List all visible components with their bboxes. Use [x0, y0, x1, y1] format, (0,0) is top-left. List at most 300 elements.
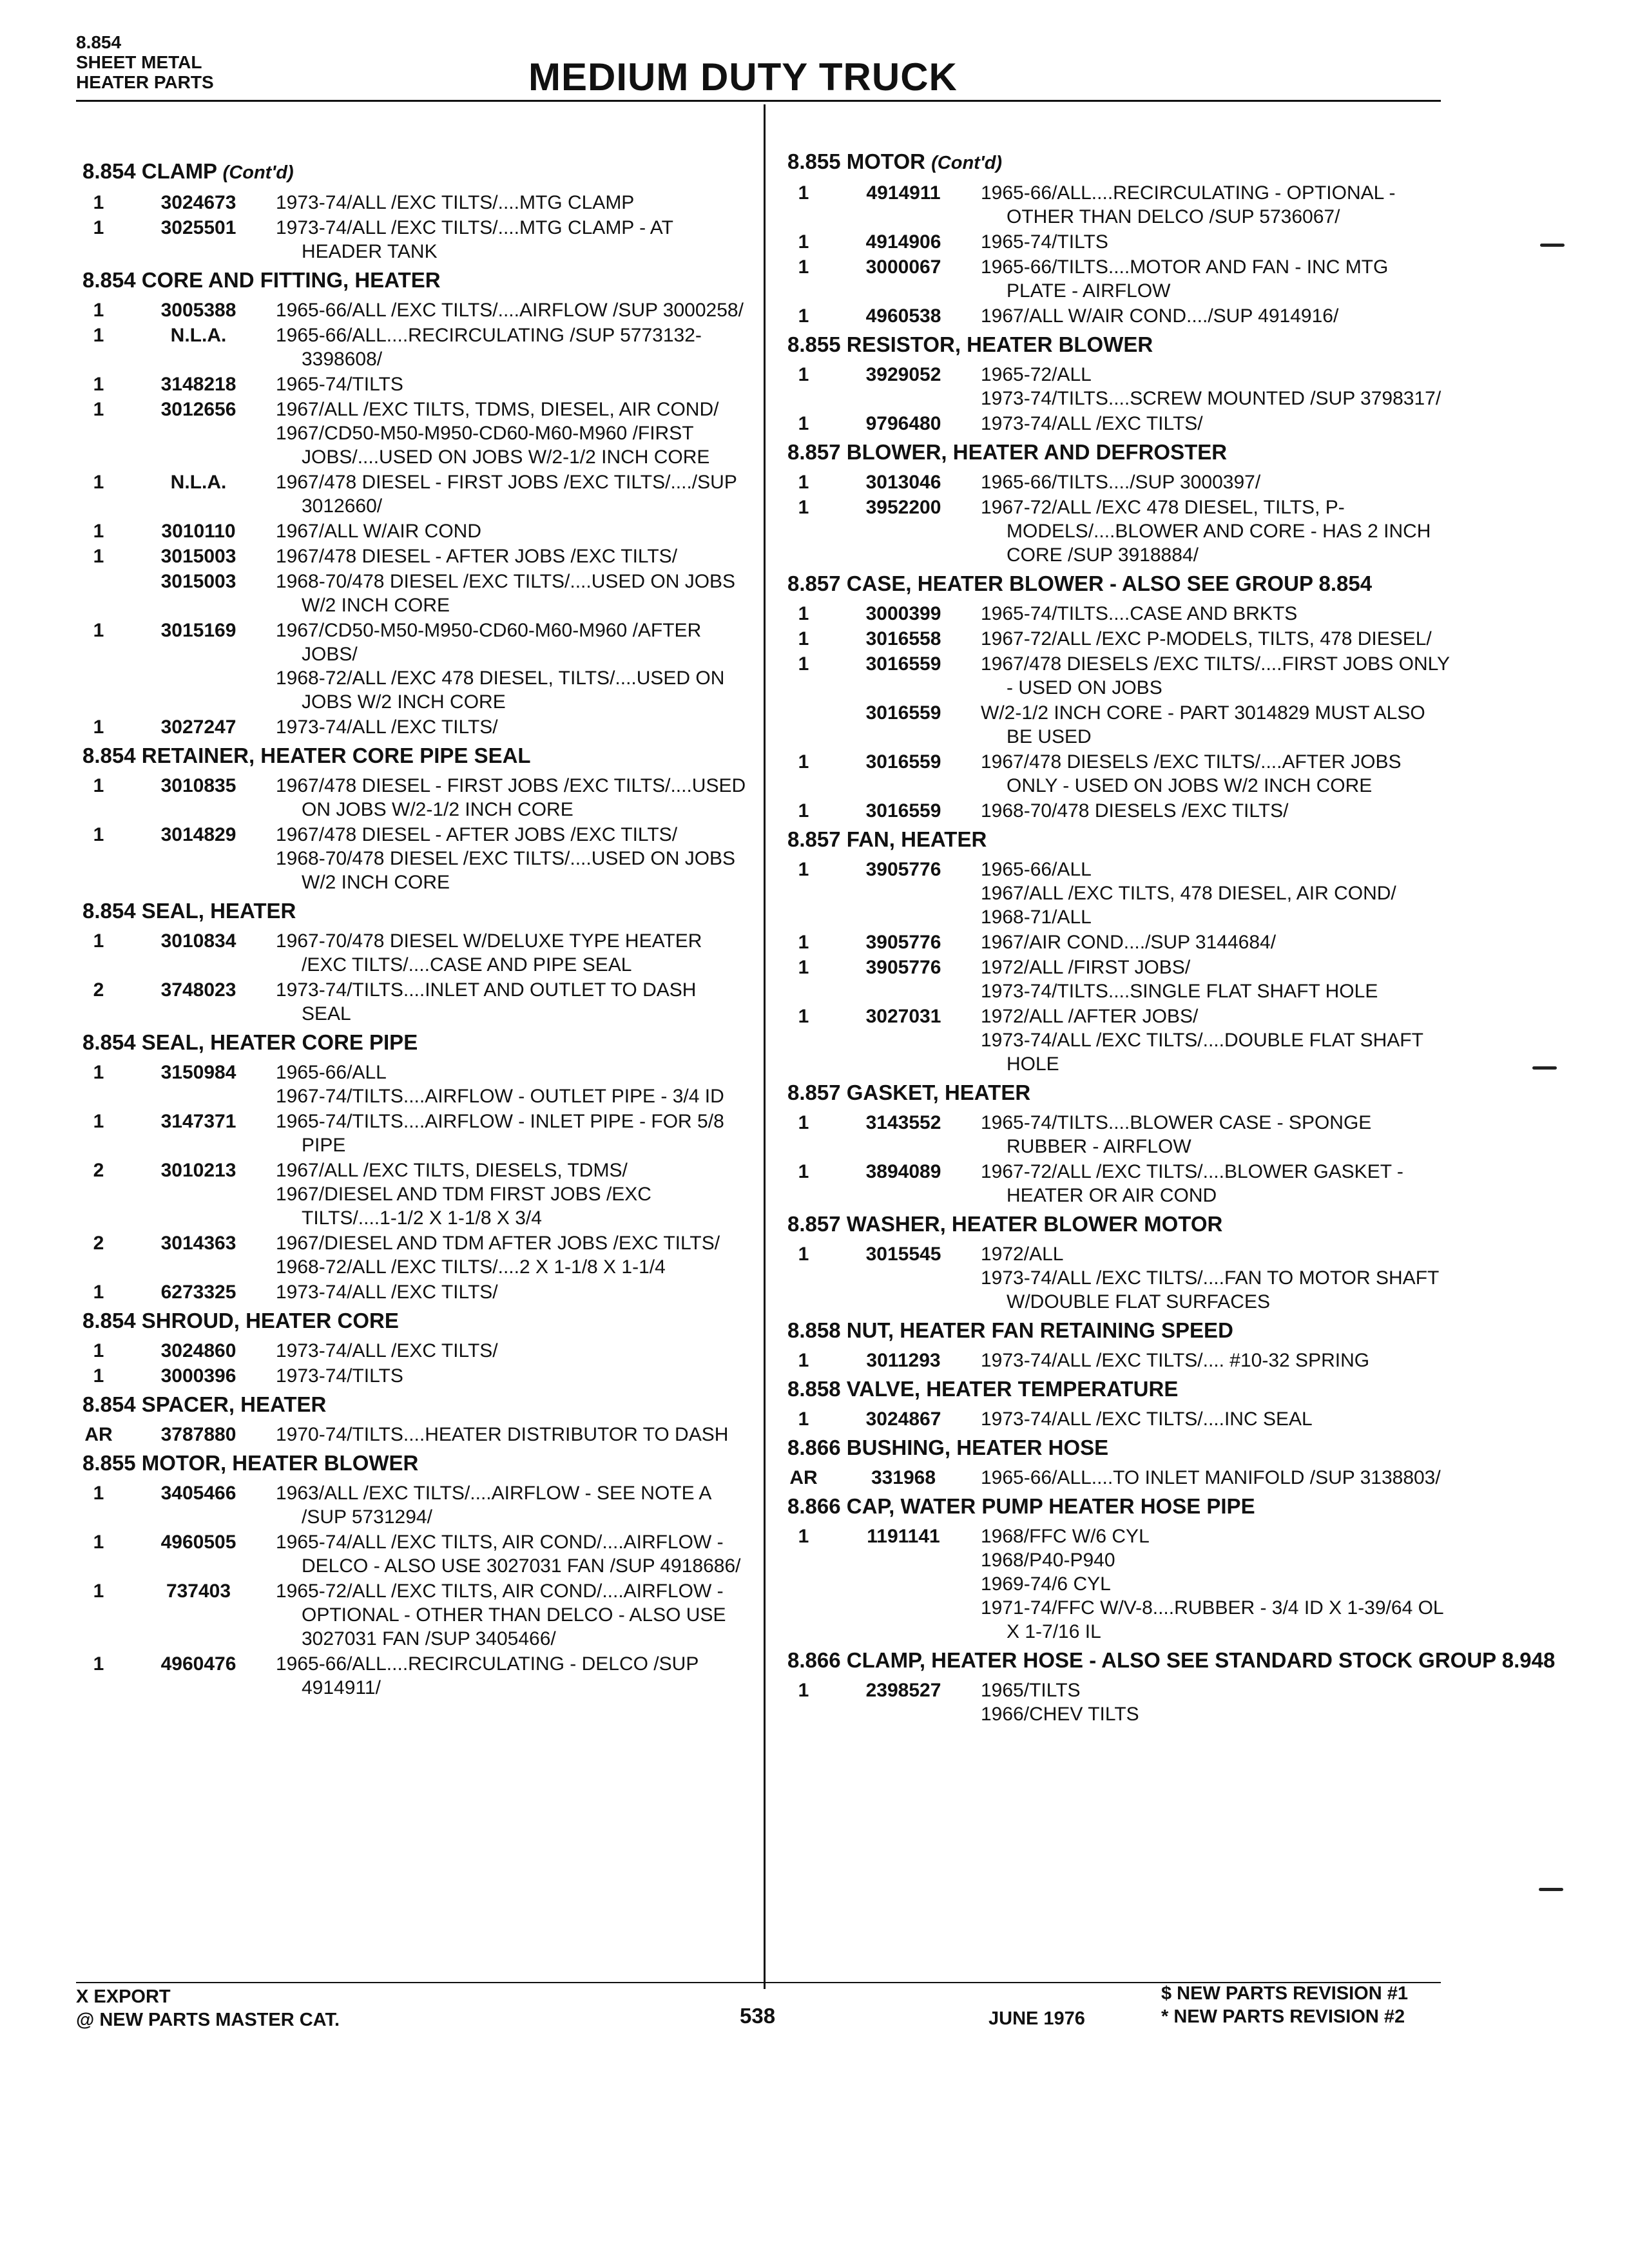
- description-line: 1967-72/ALL /EXC TILTS/....BLOWER GASKET - HEATER OR AIR COND: [981, 1161, 1403, 1206]
- parts-section: [781, 149, 1451, 328]
- description-line: 1973-74/ALL /EXC TILTS/: [276, 716, 498, 738]
- section-title: 8.854 CORE AND FITTING, HEATER: [82, 268, 441, 292]
- parts-section: [781, 1648, 1556, 1726]
- description-line: 1968/FFC W/6 CYL: [981, 1526, 1150, 1547]
- description-line: 1967-74/TILTS....AIRFLOW - OUTLET PIPE - 3/4 ID: [276, 1086, 724, 1107]
- description-line: 1967/DIESEL AND TDM FIRST JOBS /EXC TILTS/....1-1/2 X 1-1/8 X 3/4: [276, 1184, 651, 1229]
- section-title: 8.857 BLOWER, HEATER AND DEFROSTER: [787, 440, 1228, 464]
- part-description: [981, 602, 1451, 626]
- part-number: 737403: [166, 1581, 231, 1602]
- part-number: 3025501: [160, 217, 236, 238]
- section-title: 8.854 CLAMP: [82, 159, 217, 183]
- section-heading: [781, 1435, 1451, 1461]
- part-description: [981, 1111, 1451, 1158]
- part-row: [76, 1652, 746, 1700]
- description-line: 1965/TILTS: [981, 1680, 1081, 1701]
- section-title: 8.866 CAP, WATER PUMP HEATER HOSE PIPE: [787, 1494, 1255, 1518]
- section-continued: (Cont'd): [931, 153, 1003, 173]
- part-qty: 2: [93, 979, 104, 1001]
- part-description: [276, 715, 746, 739]
- part-qty: 1: [93, 217, 104, 238]
- part-description: [276, 1339, 746, 1363]
- description-line: 1969-74/6 CYL: [981, 1573, 1111, 1595]
- part-row: [76, 1110, 746, 1157]
- description-line: 1973-74/TILTS: [276, 1365, 403, 1387]
- part-description: [981, 304, 1451, 328]
- part-description: [981, 470, 1451, 494]
- description-line: 1967/478 DIESEL - AFTER JOBS /EXC TILTS/: [276, 546, 678, 567]
- header-rule: [76, 100, 1441, 102]
- description-line: 1967/478 DIESEL - FIRST JOBS /EXC TILTS/....USED ON JOBS W/2-1/2 INCH CORE: [276, 775, 746, 820]
- part-row: [76, 1158, 746, 1230]
- part-qty: 1: [798, 1408, 809, 1430]
- section-title: 8.854 SEAL, HEATER: [82, 899, 296, 923]
- part-qty: 1: [93, 1111, 104, 1132]
- part-qty: 1: [798, 957, 809, 978]
- description-line: 1967/AIR COND..../SUP 3144684/: [981, 932, 1277, 953]
- part-description: [981, 1349, 1451, 1372]
- part-row: [781, 602, 1451, 626]
- part-qty: 1: [798, 231, 809, 253]
- section-title: 8.855 MOTOR: [787, 149, 925, 173]
- part-row: [781, 255, 1451, 303]
- header-block: [76, 32, 214, 92]
- part-description: [981, 1678, 1451, 1726]
- header-group: SHEET METAL: [76, 52, 202, 72]
- description-line: 1967-72/ALL /EXC P-MODELS, TILTS, 478 DIESEL/: [981, 628, 1432, 649]
- description-line: 1972/ALL /AFTER JOBS/: [981, 1006, 1199, 1027]
- part-qty: 1: [93, 1532, 104, 1553]
- part-description: [981, 1160, 1451, 1207]
- section-title: 8.855 RESISTOR, HEATER BLOWER: [787, 332, 1153, 356]
- part-qty: 1: [93, 546, 104, 567]
- description-line: 1973-74/TILTS....SINGLE FLAT SHAFT HOLE: [981, 981, 1378, 1002]
- part-description: [276, 1652, 746, 1700]
- part-number: 3148218: [160, 374, 236, 395]
- description-line: 1965-66/TILTS..../SUP 3000397/: [981, 472, 1261, 493]
- part-number: 3905776: [865, 957, 941, 978]
- description-line: 1965-66/ALL....RECIRCULATING /SUP 5773132-3398608/: [276, 325, 702, 370]
- part-number: 3010213: [160, 1160, 236, 1181]
- part-row: [76, 323, 746, 371]
- part-number: 3027031: [865, 1006, 941, 1027]
- description-line: 1965-66/ALL....RECIRCULATING - DELCO /SUP 4914911/: [276, 1653, 699, 1698]
- parts-section: [76, 1308, 746, 1388]
- part-qty: 1: [798, 182, 809, 204]
- page-number: 538: [740, 2004, 776, 2028]
- description-line: 1968-71/ALL: [981, 907, 1092, 928]
- part-number: 3010110: [161, 521, 236, 542]
- section-title: 8.857 FAN, HEATER: [787, 827, 987, 851]
- page-title: MEDIUM DUTY TRUCK: [528, 55, 958, 99]
- part-description: [981, 956, 1451, 1003]
- part-number: 3952200: [865, 497, 941, 518]
- section-heading: [76, 1030, 746, 1055]
- description-line: 1965-66/TILTS....MOTOR AND FAN - INC MTG PLATE - AIRFLOW: [981, 256, 1389, 302]
- description-line: 1967/DIESEL AND TDM AFTER JOBS /EXC TILTS/: [276, 1233, 720, 1254]
- description-line: 1972/ALL /FIRST JOBS/: [981, 957, 1191, 978]
- part-row: [76, 978, 746, 1026]
- description-line: 1973-74/ALL /EXC TILTS/.... #10-32 SPRING: [981, 1350, 1370, 1371]
- description-line: 1970-74/TILTS....HEATER DISTRIBUTOR TO DASH: [276, 1424, 729, 1445]
- part-description: [981, 1004, 1451, 1076]
- part-qty: 1: [93, 472, 104, 493]
- parts-section: [781, 1211, 1451, 1314]
- part-description: [276, 1481, 746, 1529]
- part-number: 3000396: [160, 1365, 236, 1387]
- parts-section: [76, 1392, 746, 1446]
- description-line: 1968-72/ALL /EXC 478 DIESEL, TILTS/....USED ON JOBS W/2 INCH CORE: [276, 668, 725, 713]
- description-line: 1967/ALL /EXC TILTS, TDMS, DIESEL, AIR COND/: [276, 399, 719, 420]
- part-row: [76, 1481, 746, 1529]
- part-description: [981, 412, 1451, 436]
- description-line: 1973-74/ALL /EXC TILTS/: [276, 1282, 498, 1303]
- part-row: [781, 304, 1451, 328]
- part-qty: 1: [93, 192, 104, 213]
- part-description: [981, 1407, 1451, 1431]
- description-line: 1968/P40-P940: [981, 1550, 1115, 1571]
- part-number: 3010835: [160, 775, 236, 796]
- part-description: [276, 398, 746, 469]
- description-line: 1973-74/ALL /EXC TILTS/: [276, 1340, 498, 1361]
- part-number: 4960505: [160, 1532, 236, 1553]
- description-line: 1968-70/478 DIESELS /EXC TILTS/: [981, 800, 1289, 822]
- part-description: [276, 519, 746, 543]
- parts-section: [781, 1435, 1451, 1490]
- description-line: 1968-70/478 DIESEL /EXC TILTS/....USED ON JOBS W/2 INCH CORE: [276, 848, 736, 893]
- part-row: [76, 298, 746, 322]
- description-line: 1965-74/TILTS....CASE AND BRKTS: [981, 603, 1298, 624]
- description-line: 1965-74/TILTS: [981, 231, 1108, 253]
- part-row: [76, 1280, 746, 1304]
- footer-master-note: @ NEW PARTS MASTER CAT.: [76, 2010, 340, 2030]
- part-number: 3748023: [160, 979, 236, 1001]
- description-line: 1967/ALL W/AIR COND..../SUP 4914916/: [981, 305, 1339, 327]
- part-row: [781, 181, 1451, 229]
- part-number: 2398527: [865, 1680, 941, 1701]
- part-number: 3143552: [865, 1112, 941, 1133]
- part-qty: 1: [798, 1161, 809, 1182]
- part-row: [781, 930, 1451, 954]
- part-qty: 1: [798, 1112, 809, 1133]
- part-qty: 1: [798, 413, 809, 434]
- parts-section: [76, 1030, 746, 1304]
- part-qty: 1: [93, 399, 104, 420]
- part-qty: 1: [798, 932, 809, 953]
- part-number: 3011293: [866, 1350, 941, 1371]
- margin-mark: [1539, 1888, 1563, 1891]
- part-number: 3027247: [160, 716, 236, 738]
- part-number: 3024673: [160, 192, 236, 213]
- part-number: 3012656: [160, 399, 236, 420]
- part-qty: 1: [93, 1062, 104, 1083]
- part-qty: 2: [93, 1233, 104, 1254]
- part-row: [76, 1061, 746, 1108]
- description-line: 1973-74/ALL /EXC TILTS/....INC SEAL: [981, 1408, 1313, 1430]
- part-description: [981, 255, 1451, 303]
- section-title: 8.857 GASKET, HEATER: [787, 1081, 1031, 1104]
- part-number: 331968: [871, 1467, 936, 1488]
- part-qty: 1: [798, 1680, 809, 1701]
- part-row: [76, 191, 746, 215]
- part-number: 4914911: [866, 182, 941, 204]
- part-number: 3016559: [865, 653, 941, 675]
- part-qty: 1: [93, 521, 104, 542]
- part-row: [781, 1349, 1451, 1372]
- section-title: 8.854 SPACER, HEATER: [82, 1392, 327, 1416]
- part-row: [76, 823, 746, 894]
- parts-section: [781, 332, 1451, 436]
- part-qty: 1: [93, 620, 104, 641]
- section-title: 8.866 CLAMP, HEATER HOSE - ALSO SEE STANDARD STOCK GROUP 8.948: [787, 1648, 1556, 1672]
- right-column: [781, 145, 1556, 1730]
- part-number: 3150984: [160, 1062, 236, 1083]
- section-title: 8.858 NUT, HEATER FAN RETAINING SPEED: [787, 1318, 1233, 1342]
- description-line: 1967/478 DIESELS /EXC TILTS/....AFTER JOBS ONLY - USED ON JOBS W/2 INCH CORE: [981, 751, 1402, 796]
- description-line: 1966/CHEV TILTS: [981, 1704, 1139, 1725]
- part-number: 3016559: [865, 702, 941, 724]
- section-heading: [76, 898, 746, 924]
- description-line: 1965-74/TILTS: [276, 374, 403, 395]
- description-line: 1965-74/TILTS....BLOWER CASE - SPONGE RUBBER - AIRFLOW: [981, 1112, 1372, 1157]
- part-row: [781, 1160, 1451, 1207]
- part-number: 3024860: [160, 1340, 236, 1361]
- part-description: [981, 701, 1451, 749]
- parts-section: [76, 743, 746, 894]
- part-qty: 1: [798, 472, 809, 493]
- section-heading: [781, 1318, 1451, 1343]
- description-line: 1967-70/478 DIESEL W/DELUXE TYPE HEATER /EXC TILTS/....CASE AND PIPE SEAL: [276, 930, 702, 975]
- part-qty: 1: [798, 364, 809, 385]
- part-number: 3405466: [160, 1483, 236, 1504]
- section-title: 8.866 BUSHING, HEATER HOSE: [787, 1436, 1109, 1459]
- part-qty: 1: [93, 1653, 104, 1675]
- description-line: 1973-74/ALL /EXC TILTS/....MTG CLAMP: [276, 192, 635, 213]
- part-qty: 1: [93, 325, 104, 346]
- part-qty: 1: [93, 1282, 104, 1303]
- part-number: 3014363: [160, 1233, 236, 1254]
- part-qty: 1: [93, 1483, 104, 1504]
- section-title: 8.854 RETAINER, HEATER CORE PIPE SEAL: [82, 744, 531, 767]
- part-description: [276, 1231, 746, 1279]
- parts-section: [781, 439, 1451, 567]
- description-line: 1968-72/ALL /EXC TILTS/....2 X 1-1/8 X 1-1/4: [276, 1256, 666, 1278]
- parts-section: [76, 267, 746, 739]
- section-heading: [781, 1080, 1451, 1106]
- part-description: [981, 930, 1451, 954]
- part-description: [981, 495, 1451, 567]
- part-row: [781, 627, 1451, 651]
- part-description: [276, 1579, 746, 1651]
- part-description: [276, 1423, 746, 1446]
- section-heading: [781, 332, 1451, 358]
- part-description: [981, 1242, 1451, 1314]
- part-number: 3016559: [865, 751, 941, 773]
- section-heading: [76, 1450, 746, 1476]
- part-number: 3016559: [865, 800, 941, 822]
- part-qty: 1: [798, 603, 809, 624]
- part-description: [981, 627, 1451, 651]
- part-qty: 1: [93, 374, 104, 395]
- part-qty: 1: [93, 300, 104, 321]
- section-heading: [76, 743, 746, 769]
- part-row: [76, 1339, 746, 1363]
- section-continued: (Cont'd): [222, 162, 294, 183]
- part-number: 3015003: [160, 546, 236, 567]
- section-title: 8.855 MOTOR, HEATER BLOWER: [82, 1451, 419, 1475]
- part-row: [781, 1407, 1451, 1431]
- margin-mark: [1532, 1066, 1557, 1070]
- part-description: [276, 929, 746, 977]
- part-row: [781, 1111, 1451, 1158]
- part-number: 3000399: [865, 603, 941, 624]
- parts-section: [76, 1450, 746, 1700]
- part-row: [76, 1423, 746, 1446]
- part-number: 3894089: [865, 1161, 941, 1182]
- margin-mark: [1540, 244, 1565, 247]
- part-qty: 1: [93, 775, 104, 796]
- section-heading: [781, 1376, 1451, 1402]
- parts-section: [781, 1494, 1451, 1644]
- section-heading: [781, 827, 1451, 852]
- part-number: 3016558: [865, 628, 941, 649]
- part-number: 3929052: [865, 364, 941, 385]
- parts-section: [76, 159, 746, 264]
- description-line: 1965-66/ALL....RECIRCULATING - OPTIONAL - OTHER THAN DELCO /SUP 5736067/: [981, 182, 1396, 227]
- part-number: 6273325: [160, 1282, 236, 1303]
- part-qty: 1: [798, 859, 809, 880]
- part-row: [781, 230, 1451, 254]
- part-description: [981, 363, 1451, 410]
- part-row: [76, 519, 746, 543]
- part-description: [276, 1530, 746, 1578]
- part-qty: 1: [798, 256, 809, 278]
- section-title: 8.854 SHROUD, HEATER CORE: [82, 1309, 399, 1332]
- part-description: [276, 1110, 746, 1157]
- left-column: [76, 155, 746, 1704]
- part-row: [781, 652, 1451, 700]
- part-row: [781, 1004, 1451, 1076]
- part-description: [276, 544, 746, 568]
- part-row: [76, 1530, 746, 1578]
- description-line: 1967/478 DIESEL - FIRST JOBS /EXC TILTS/..../SUP 3012660/: [276, 472, 737, 517]
- section-heading: [76, 1392, 746, 1418]
- part-description: [981, 799, 1451, 823]
- footer-export-note: X EXPORT: [76, 1986, 171, 2007]
- header-code: 8.854: [76, 32, 122, 52]
- part-qty: 1: [93, 1340, 104, 1361]
- part-row: [76, 715, 746, 739]
- part-qty: 1: [798, 1006, 809, 1027]
- description-line: 1965-66/ALL: [276, 1062, 387, 1083]
- section-heading: [781, 149, 1451, 176]
- part-number: 3010834: [160, 930, 236, 952]
- part-qty: 1: [798, 1526, 809, 1547]
- description-line: 1965-72/ALL: [981, 364, 1092, 385]
- part-row: [781, 1678, 1451, 1726]
- description-line: 1968-70/478 DIESEL /EXC TILTS/....USED ON JOBS W/2 INCH CORE: [276, 571, 736, 616]
- description-line: 1967-72/ALL /EXC 478 DIESEL, TILTS, P-MODELS/....BLOWER AND CORE - HAS 2 INCH CORE /SUP 3918884/: [981, 497, 1431, 566]
- part-description: [981, 858, 1451, 929]
- footer-revision-2: * NEW PARTS REVISION #2: [1161, 2006, 1405, 2027]
- description-line: 1965-74/TILTS....AIRFLOW - INLET PIPE - FOR 5/8 PIPE: [276, 1111, 724, 1156]
- part-row: [76, 372, 746, 396]
- part-description: [276, 191, 746, 215]
- parts-section: [781, 571, 1451, 823]
- part-number: 3000067: [865, 256, 941, 278]
- description-line: 1973-74/ALL /EXC TILTS/....MTG CLAMP - AT HEADER TANK: [276, 217, 673, 262]
- section-title: 8.854 SEAL, HEATER CORE PIPE: [82, 1030, 418, 1054]
- part-row: [781, 799, 1451, 823]
- part-row: [781, 1466, 1451, 1490]
- part-description: [276, 470, 746, 518]
- part-row: [781, 956, 1451, 1003]
- part-number: 3015003: [160, 571, 236, 592]
- part-description: [276, 1280, 746, 1304]
- part-row: [76, 774, 746, 822]
- part-qty: 1: [798, 653, 809, 675]
- part-number: 4960538: [865, 305, 941, 327]
- part-description: [276, 978, 746, 1026]
- part-description: [276, 619, 746, 714]
- part-number: 3905776: [865, 859, 941, 880]
- part-description: [276, 1364, 746, 1388]
- parts-section: [781, 827, 1451, 1076]
- part-row: [76, 1579, 746, 1651]
- description-line: 1973-74/ALL /EXC TILTS/: [981, 413, 1203, 434]
- part-row: [781, 470, 1451, 494]
- part-description: [276, 1061, 746, 1108]
- section-heading: [781, 1648, 1556, 1673]
- part-number: 3905776: [865, 932, 941, 953]
- part-number: 4960476: [160, 1653, 236, 1675]
- part-number: 3147371: [160, 1111, 236, 1132]
- part-qty: 1: [798, 1350, 809, 1371]
- part-qty: AR: [789, 1467, 818, 1488]
- part-description: [981, 181, 1451, 229]
- section-heading: [781, 1494, 1451, 1519]
- parts-section: [781, 1318, 1451, 1372]
- part-description: [276, 216, 746, 264]
- part-number: 3014829: [160, 824, 236, 845]
- description-line: 1967/478 DIESELS /EXC TILTS/....FIRST JOBS ONLY - USED ON JOBS: [981, 653, 1450, 698]
- part-qty: 1: [798, 628, 809, 649]
- part-number: 3005388: [160, 300, 236, 321]
- part-qty: 1: [93, 1581, 104, 1602]
- part-qty: 1: [93, 716, 104, 738]
- part-description: [276, 323, 746, 371]
- description-line: 1967/CD50-M50-M950-CD60-M60-M960 /FIRST JOBS/....USED ON JOBS W/2-1/2 INCH CORE: [276, 423, 710, 468]
- part-number: 4914906: [865, 231, 941, 253]
- description-line: 1967/ALL W/AIR COND: [276, 521, 481, 542]
- part-row: [76, 929, 746, 977]
- description-line: 1965-66/ALL /EXC TILTS/....AIRFLOW /SUP 3000258/: [276, 300, 744, 321]
- part-row: [76, 216, 746, 264]
- description-line: 1973-74/TILTS....SCREW MOUNTED /SUP 3798317/: [981, 388, 1441, 409]
- part-description: [981, 1466, 1451, 1490]
- description-line: 1963/ALL /EXC TILTS/....AIRFLOW - SEE NOTE A /SUP 5731294/: [276, 1483, 711, 1528]
- section-title: 8.858 VALVE, HEATER TEMPERATURE: [787, 1377, 1179, 1401]
- part-row: [781, 701, 1451, 749]
- part-number: N.L.A.: [170, 472, 227, 493]
- description-line: 1967/ALL /EXC TILTS, 478 DIESEL, AIR COND/: [981, 883, 1396, 904]
- description-line: 1971-74/FFC W/V-8....RUBBER - 3/4 ID X 1-39/64 OL X 1-7/16 IL: [981, 1597, 1443, 1642]
- description-line: 1973-74/TILTS....INLET AND OUTLET TO DASH SEAL: [276, 979, 697, 1024]
- parts-section: [76, 898, 746, 1026]
- part-row: [781, 495, 1451, 567]
- section-title: 8.857 CASE, HEATER BLOWER - ALSO SEE GROUP 8.854: [787, 572, 1373, 595]
- footer-revision-1: $ NEW PARTS REVISION #1: [1161, 1983, 1408, 2004]
